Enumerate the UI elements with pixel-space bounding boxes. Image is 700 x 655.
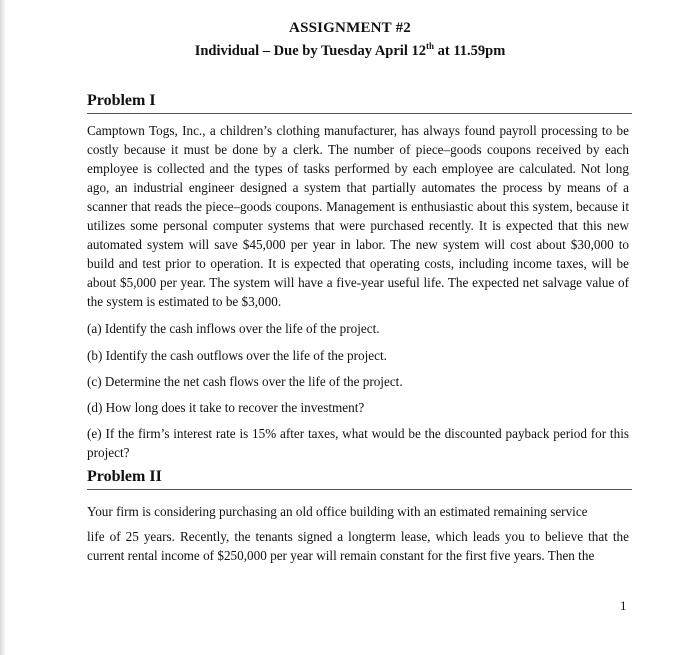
assignment-title: ASSIGNMENT #2: [289, 20, 411, 36]
subtitle-superscript: th: [425, 41, 434, 52]
page-number: 1: [620, 598, 627, 613]
question-c: (c) Determine the net cash flows over the life of the project.: [87, 374, 403, 389]
problem-1-heading: Problem I: [87, 92, 632, 114]
problem-1-body: Camptown Togs, Inc., a children’s clothing manufacturer, has always found payroll processing to be costly because it must be done by a clerk. The number of piece–goods coupons received by each employee is collected and the types of tasks performed by each employee are calculated. Not long ago, an industrial engineer designed a system that partially automates the process by means of a scanner that reads the piece–goods coupons. Management is enthusiastic about this system, because it utilizes some personal computer systems that were purchased recently. It is expected that this new automated system will save $45,000 per year in labor. The new system will cost about $30,000 to build and test prior to operation. It is expected that operating costs, including income taxes, will be about $5,000 per year. The system will have a five-year useful life. The expected net salvage value of the system is estimated to be $3,000.: [87, 123, 629, 309]
question-a: (a) Identify the cash inflows over the life of the project.: [87, 321, 380, 336]
question-d: (d) How long does it take to recover the investment?: [87, 400, 365, 415]
problem-2-body: life of 25 years. Recently, the tenants signed a longterm lease, which leads you to believe that the current rental income of $250,000 per year will remain constant for the first five years. Then the: [87, 529, 629, 563]
problem-2-heading: Problem II: [87, 468, 632, 490]
assignment-subtitle: [0, 43, 700, 60]
page-edge-shadow: [0, 0, 6, 655]
subtitle-text: Individual – Due by Tuesday April 12: [194, 43, 426, 59]
subtitle-time: at 11.59pm: [434, 43, 506, 59]
question-b: (b) Identify the cash outflows over the life of the project.: [87, 348, 387, 363]
question-e: (e) If the firm’s interest rate is 15% after taxes, what would be the discounted payback period for this project?: [87, 426, 629, 460]
problem-2-body-line1: Your firm is considering purchasing an old office building with an estimated remaining service: [87, 504, 588, 519]
